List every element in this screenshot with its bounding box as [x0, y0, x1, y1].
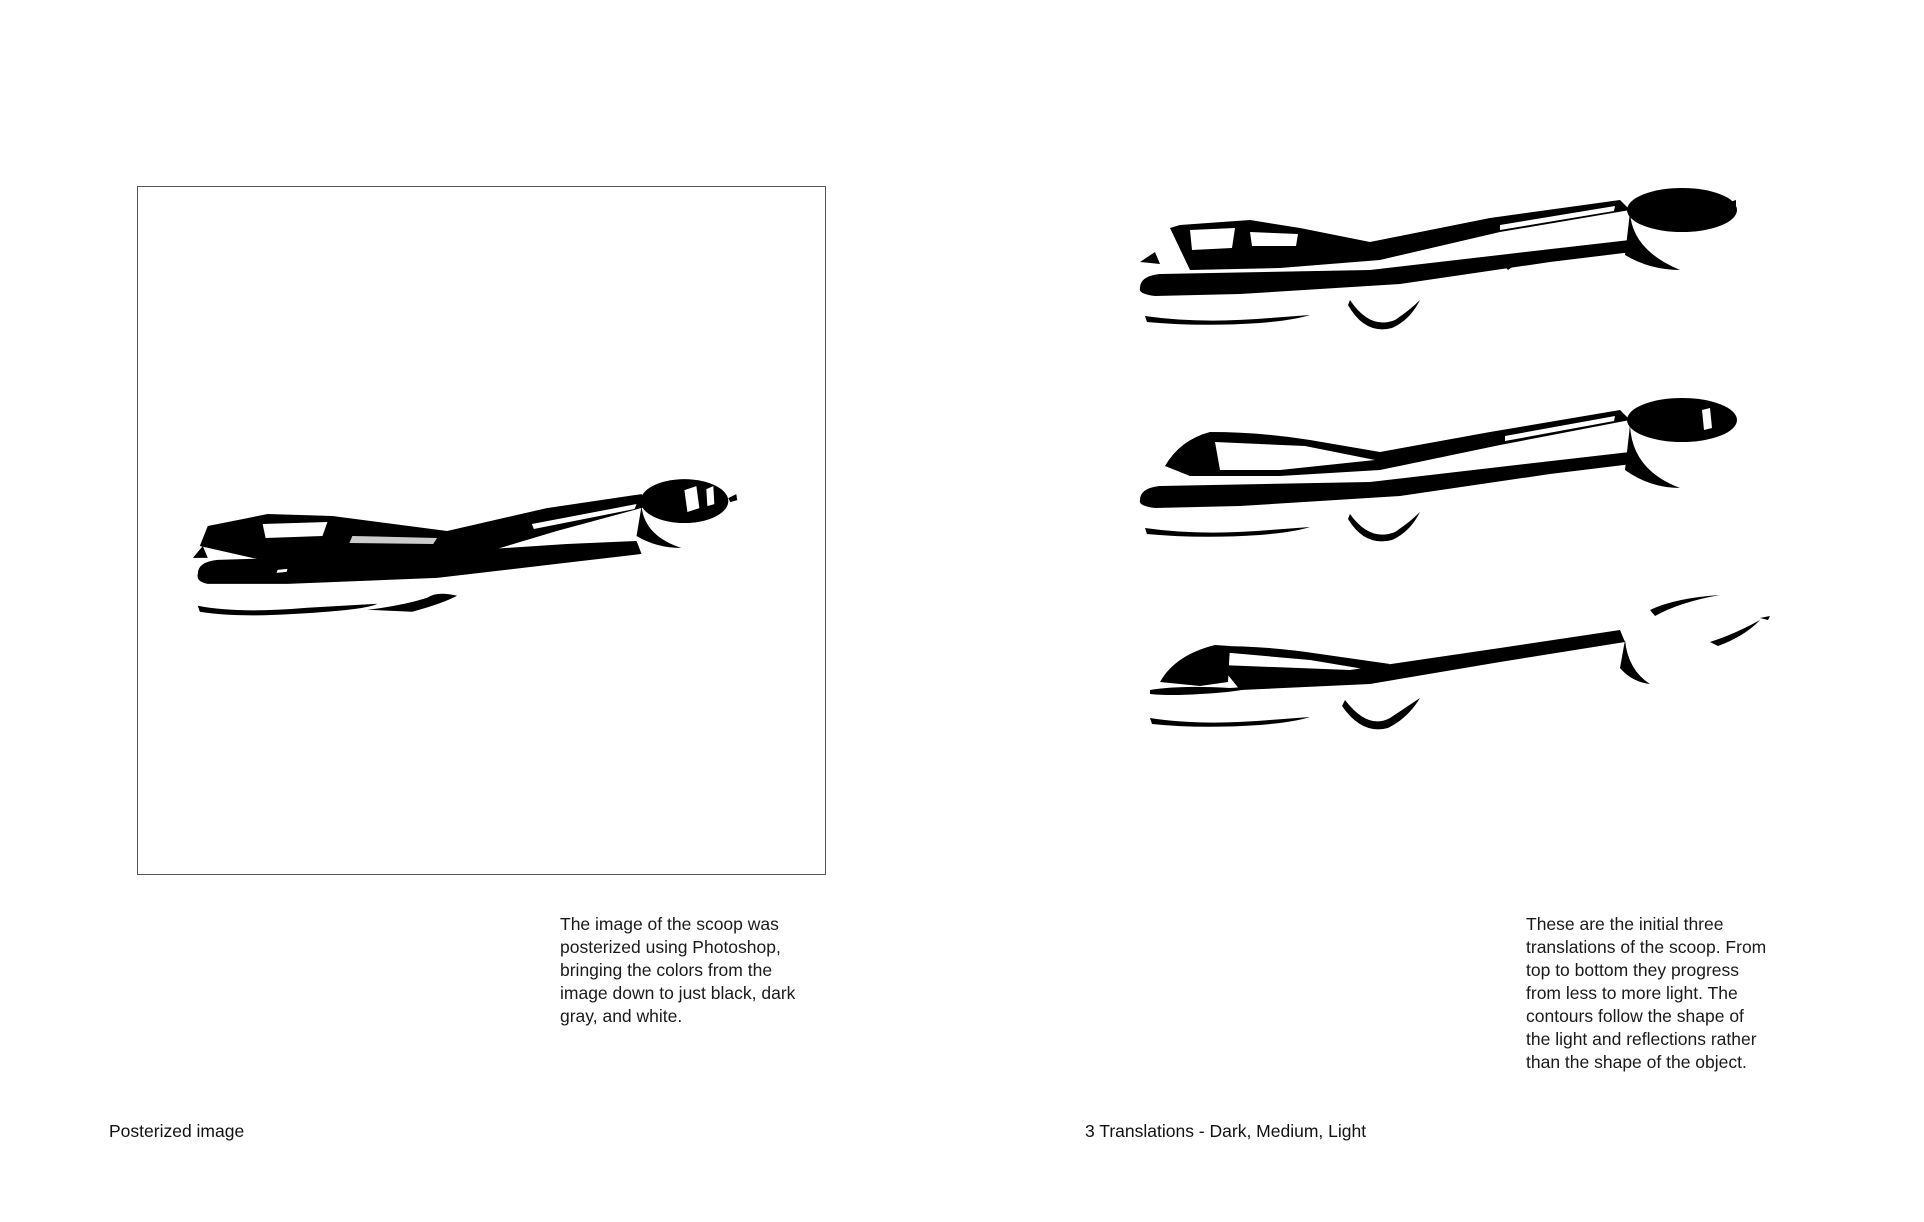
posterized-scoop-image	[138, 187, 825, 874]
translations-label: 3 Translations - Dark, Medium, Light	[1085, 1121, 1367, 1141]
translations-svg	[1120, 170, 1810, 820]
posterized-image-frame	[137, 186, 826, 875]
translation-dark	[1140, 188, 1737, 329]
translations-art	[1120, 170, 1810, 820]
translations-caption: These are the initial three translations of the scoop. From top to bottom they progress from less to more light. The contours follow the shape of the light and reflections rather than the shape of the object.	[1526, 914, 1767, 1072]
translation-medium	[1140, 398, 1737, 541]
posterized-image-label: Posterized image	[109, 1121, 245, 1141]
posterized-caption: The image of the scoop was posterized using Photoshop, bringing the colors from the image down to just black, dark gray, and white.	[560, 914, 796, 1026]
translation-light	[1150, 595, 1770, 729]
